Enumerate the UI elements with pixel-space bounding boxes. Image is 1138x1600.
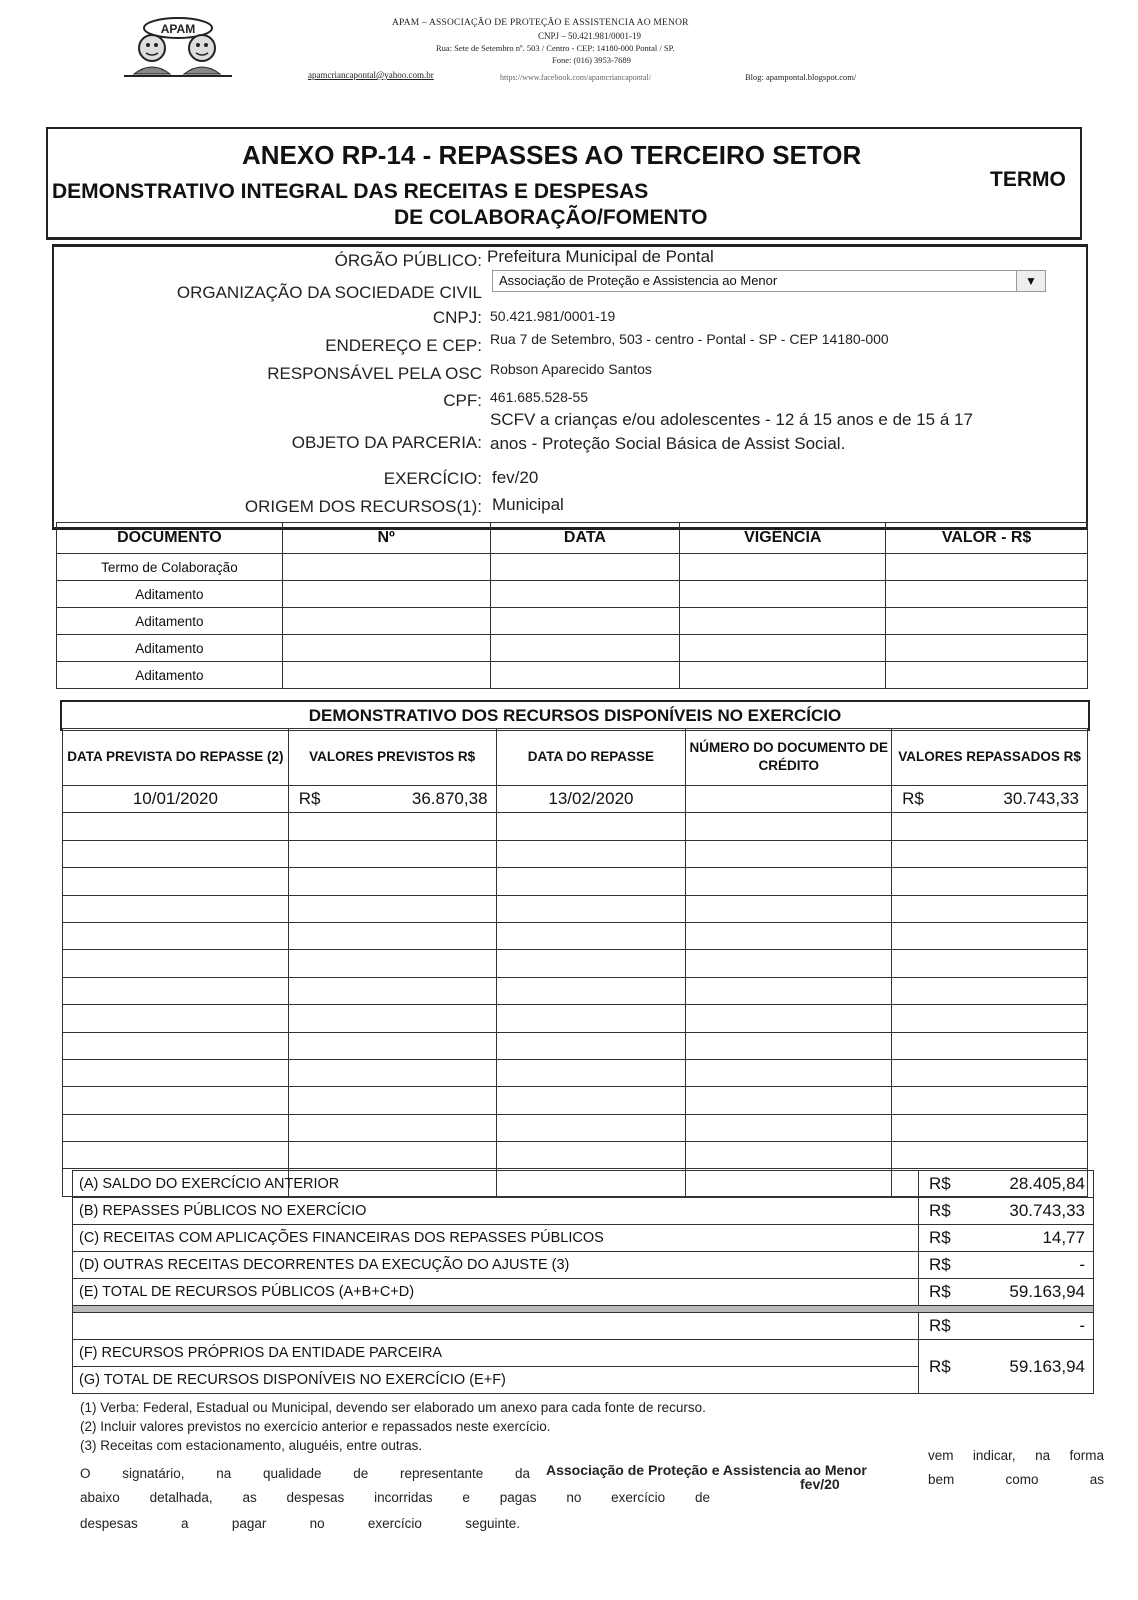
valor-previsto: 36.870,38	[411, 789, 488, 809]
cell	[63, 922, 289, 949]
summary-e-value-cell	[919, 1279, 1094, 1306]
title-sub1: DEMONSTRATIVO INTEGRAL DAS RECEITAS E DESPESAS	[52, 180, 649, 203]
endereco-value: Rua 7 de Setembro, 503 - centro - Pontal - SP - CEP 14180-000	[490, 331, 889, 347]
doc-name: Aditamento	[57, 635, 283, 662]
cell	[686, 950, 892, 977]
cell	[63, 813, 289, 840]
cell	[496, 840, 686, 867]
summary-c-label: (C) RECEITAS COM APLICAÇÕES FINANCEIRAS DOS REPASSES PÚBLICOS	[73, 1225, 919, 1252]
cell	[496, 868, 686, 895]
cnpj-label: CNPJ:	[432, 308, 482, 327]
declaration-line2-start: abaixo detalhada, as despesas incorridas e pagas no exercício de	[80, 1490, 710, 1505]
summary-row-e	[73, 1279, 1094, 1306]
cell	[892, 950, 1088, 977]
summary-b-label: (B) REPASSES PÚBLICOS NO EXERCÍCIO	[73, 1198, 919, 1225]
cell	[288, 1114, 496, 1141]
cell	[288, 840, 496, 867]
cell	[496, 1142, 686, 1169]
declaration-line1-start: O signatário, na qualidade de representante da	[80, 1466, 530, 1481]
endereco-label: ENDEREÇO E CEP:	[325, 336, 482, 355]
cell	[288, 895, 496, 922]
cell	[288, 1087, 496, 1114]
cell	[63, 977, 289, 1004]
cell	[490, 608, 680, 635]
cell	[686, 1005, 892, 1032]
note-2: (2) Incluir valores previstos no exercício anterior e repassados neste exercício.	[80, 1419, 551, 1434]
summary-d-label: (D) OUTRAS RECEITAS DECORRENTES DA EXECUÇÃO DO AJUSTE (3)	[73, 1252, 919, 1279]
cell	[892, 1005, 1088, 1032]
cell	[680, 635, 886, 662]
letterhead-phone: Fone: (016) 3953-7689	[552, 55, 631, 65]
cell	[288, 1142, 496, 1169]
declaration-line1-end: vem indicar, na forma	[928, 1448, 1104, 1463]
repasses-header-row	[63, 729, 1088, 786]
rep-header-valores-repassados: VALORES REPASSADOS R$	[892, 729, 1088, 786]
cell	[680, 554, 886, 581]
currency-label: R$	[902, 789, 924, 809]
data-prevista-cell: 10/01/2020	[63, 786, 289, 813]
cell	[288, 922, 496, 949]
cell	[288, 950, 496, 977]
cell	[892, 922, 1088, 949]
doc-header-data: DATA	[490, 523, 680, 554]
cell	[63, 1059, 289, 1086]
title-sub2: DE COLABORAÇÃO/FOMENTO	[394, 206, 708, 229]
doc-header-valor: VALOR - R$	[886, 523, 1088, 554]
cell	[892, 1059, 1088, 1086]
documents-table	[56, 522, 1088, 689]
logo-text: APAM	[160, 22, 196, 36]
table-row	[57, 581, 1088, 608]
cell	[496, 1114, 686, 1141]
declaration-line3: despesas a pagar no exercício seguinte.	[80, 1516, 520, 1531]
divider	[73, 1306, 1094, 1313]
summary-row-b	[73, 1198, 1094, 1225]
title-main: ANEXO RP-14 - REPASSES AO TERCEIRO SETOR	[242, 140, 862, 170]
documents-header-row	[57, 523, 1088, 554]
cell	[686, 1142, 892, 1169]
table-row	[63, 1059, 1088, 1086]
valor-previsto-cell	[288, 786, 496, 813]
cell	[490, 554, 680, 581]
cell	[686, 1032, 892, 1059]
declaration-line2-end: bem como as	[928, 1472, 1104, 1487]
letterhead-blog: Blog: apampontal.blogspot.com/	[745, 72, 857, 82]
summary-g-value: 59.163,94	[1009, 1356, 1085, 1376]
cell	[496, 895, 686, 922]
cell	[886, 662, 1088, 689]
cell	[490, 581, 680, 608]
cell	[892, 1142, 1088, 1169]
cell	[496, 1087, 686, 1114]
cell	[496, 1032, 686, 1059]
rep-header-valores-previstos: VALORES PREVISTOS R$	[288, 729, 496, 786]
repasses-section-title: DEMONSTRATIVO DOS RECURSOS DISPONÍVEIS NO EXERCÍCIO	[60, 700, 1090, 731]
cell	[490, 662, 680, 689]
orgao-value: Prefeitura Municipal de Pontal	[487, 247, 714, 266]
cell	[496, 977, 686, 1004]
cell	[686, 1059, 892, 1086]
table-row	[63, 1142, 1088, 1169]
cell	[886, 608, 1088, 635]
cell	[680, 581, 886, 608]
cell	[63, 868, 289, 895]
cell	[496, 813, 686, 840]
doc-header-vigencia: VIGÊNCIA	[680, 523, 886, 554]
doc-name: Termo de Colaboração	[57, 554, 283, 581]
objeto-line1: SCFV a crianças e/ou adolescentes - 12 á 15 anos e de 15 á 17	[490, 410, 973, 429]
summary-row-d	[73, 1252, 1094, 1279]
cell	[288, 868, 496, 895]
currency-label: R$	[929, 1201, 951, 1220]
cell	[680, 662, 886, 689]
cell	[63, 840, 289, 867]
cell	[282, 554, 490, 581]
cell	[686, 1087, 892, 1114]
orgao-label: ÓRGÃO PÚBLICO:	[334, 251, 482, 270]
summary-table	[72, 1170, 1094, 1394]
table-row	[63, 1087, 1088, 1114]
cell	[496, 950, 686, 977]
cell	[282, 635, 490, 662]
responsavel-label: RESPONSÁVEL PELA OSC	[267, 364, 482, 383]
note-1: (1) Verba: Federal, Estadual ou Municipal, devendo ser elaborado um anexo para cada fonte de recurso.	[80, 1400, 706, 1415]
summary-g-value-cell	[919, 1340, 1094, 1394]
origem-value: Municipal	[492, 495, 564, 514]
rep-header-data-repasse: DATA DO REPASSE	[496, 729, 686, 786]
cell	[892, 1114, 1088, 1141]
cell	[686, 977, 892, 1004]
table-row	[63, 977, 1088, 1004]
table-row	[57, 554, 1088, 581]
dropdown-arrow-icon[interactable]: ▼	[1016, 271, 1045, 291]
summary-b-value-cell	[919, 1198, 1094, 1225]
note-3: (3) Receitas com estacionamento, aluguéis, entre outras.	[80, 1438, 423, 1453]
cell	[288, 813, 496, 840]
table-row	[63, 840, 1088, 867]
cell	[686, 813, 892, 840]
title-termo: TERMO	[990, 168, 1066, 191]
osc-select-value: Associação de Proteção e Assistencia ao Menor	[499, 273, 778, 288]
summary-a-label: (A) SALDO DO EXERCÍCIO ANTERIOR	[73, 1171, 919, 1198]
letterhead-cnpj: CNPJ – 50.421.981/0001-19	[538, 31, 642, 41]
currency-label: R$	[929, 1356, 951, 1376]
table-row	[63, 895, 1088, 922]
summary-divider-band	[73, 1306, 1094, 1313]
cell	[886, 635, 1088, 662]
summary-a-value: 28.405,84	[1009, 1174, 1085, 1193]
cell	[686, 840, 892, 867]
summary-b-value: 30.743,33	[1009, 1201, 1085, 1220]
cell	[288, 1005, 496, 1032]
currency-label: R$	[929, 1228, 951, 1247]
objeto-line2: anos - Proteção Social Básica de Assist Social.	[490, 434, 846, 453]
cell	[892, 813, 1088, 840]
letterhead-address: Rua: Sete de Setembro nº. 503 / Centro - CEP: 14180-000 Pontal / SP.	[436, 43, 675, 53]
cell	[490, 635, 680, 662]
doc-header-numero: Nº	[282, 523, 490, 554]
cell	[680, 608, 886, 635]
summary-e-value: 59.163,94	[1009, 1282, 1085, 1301]
cell	[63, 1087, 289, 1114]
table-row	[57, 635, 1088, 662]
cell	[496, 1005, 686, 1032]
osc-label: ORGANIZAÇÃO DA SOCIEDADE CIVIL	[176, 283, 482, 302]
summary-e-label: (E) TOTAL DE RECURSOS PÚBLICOS (A+B+C+D)	[73, 1279, 919, 1306]
cell	[63, 1114, 289, 1141]
table-row	[57, 608, 1088, 635]
summary-f-label: (F) RECURSOS PRÓPRIOS DA ENTIDADE PARCEIRA	[73, 1340, 919, 1367]
cell	[892, 1087, 1088, 1114]
cell	[886, 554, 1088, 581]
osc-select[interactable]	[492, 270, 1046, 292]
table-row	[63, 813, 1088, 840]
table-row	[57, 662, 1088, 689]
declaration-entity: Associação de Proteção e Assistencia ao Menor	[546, 1462, 867, 1478]
data-repasse-cell: 13/02/2020	[496, 786, 686, 813]
cell	[63, 1005, 289, 1032]
letterhead-name: APAM – ASSOCIAÇÃO DE PROTEÇÃO E ASSISTENCIA AO MENOR	[392, 18, 689, 28]
summary-row-a	[73, 1171, 1094, 1198]
cpf-label: CPF:	[443, 391, 482, 410]
apam-logo	[122, 16, 234, 78]
currency-label: R$	[929, 1174, 951, 1193]
numero-doc-cell	[686, 786, 892, 813]
cell	[63, 895, 289, 922]
cell	[63, 1032, 289, 1059]
cell	[886, 581, 1088, 608]
table-row	[63, 950, 1088, 977]
doc-name: Aditamento	[57, 662, 283, 689]
summary-row-blank	[73, 1313, 1094, 1340]
summary-d-value-cell	[919, 1252, 1094, 1279]
summary-blank-label	[73, 1313, 919, 1340]
summary-g-label: (G) TOTAL DE RECURSOS DISPONÍVEIS NO EXERCÍCIO (E+F)	[73, 1367, 919, 1394]
cell	[63, 950, 289, 977]
summary-row-f	[73, 1340, 1094, 1367]
cell	[282, 662, 490, 689]
cell	[288, 1059, 496, 1086]
cell	[892, 868, 1088, 895]
table-row	[63, 1005, 1088, 1032]
table-row	[63, 868, 1088, 895]
cell	[288, 1032, 496, 1059]
repasses-table	[62, 728, 1088, 1197]
doc-header-documento: DOCUMENTO	[57, 523, 283, 554]
cell	[892, 977, 1088, 1004]
cell	[686, 895, 892, 922]
cell	[892, 840, 1088, 867]
rep-header-numero-doc: NÚMERO DO DOCUMENTO DE CRÉDITO	[686, 729, 892, 786]
cell	[686, 868, 892, 895]
cell	[282, 581, 490, 608]
declaration-period: fev/20	[800, 1476, 840, 1492]
exercicio-value: fev/20	[492, 468, 539, 487]
origem-label: ORIGEM DOS RECURSOS(1):	[244, 497, 482, 516]
summary-a-value-cell	[919, 1171, 1094, 1198]
exercicio-label: EXERCÍCIO:	[383, 469, 482, 488]
currency-label: R$	[929, 1282, 951, 1301]
cell	[686, 922, 892, 949]
doc-name: Aditamento	[57, 608, 283, 635]
cell	[686, 1114, 892, 1141]
currency-label: R$	[298, 789, 321, 809]
cnpj-value: 50.421.981/0001-19	[490, 308, 616, 324]
cell	[282, 608, 490, 635]
letterhead-email-link[interactable]: apamcriancapontal@yahoo.com.br	[308, 70, 434, 80]
summary-row-c	[73, 1225, 1094, 1252]
objeto-label: OBJETO DA PARCERIA:	[291, 433, 482, 452]
cell	[496, 1059, 686, 1086]
responsavel-value: Robson Aparecido Santos	[490, 361, 652, 377]
valor-repassado: 30.743,33	[1003, 789, 1079, 809]
table-row	[63, 1114, 1088, 1141]
summary-f-value-cell	[919, 1313, 1094, 1340]
table-row	[63, 1032, 1088, 1059]
rep-header-data-prevista: DATA PREVISTA DO REPASSE (2)	[63, 729, 289, 786]
cell	[63, 1142, 289, 1169]
table-row	[63, 922, 1088, 949]
doc-name: Aditamento	[57, 581, 283, 608]
currency-label: R$	[929, 1316, 951, 1335]
valor-repassado-cell	[892, 786, 1088, 813]
table-row	[63, 786, 1088, 813]
cpf-value: 461.685.528-55	[490, 389, 589, 405]
cell	[892, 1032, 1088, 1059]
cell	[288, 977, 496, 1004]
summary-d-value: -	[1079, 1255, 1085, 1274]
cell	[892, 895, 1088, 922]
cell	[496, 922, 686, 949]
currency-label: R$	[929, 1255, 951, 1274]
letterhead-facebook-link[interactable]: https://www.facebook.com/apamcriancapontal/	[500, 73, 651, 82]
summary-c-value-cell	[919, 1225, 1094, 1252]
summary-c-value: 14,77	[1042, 1228, 1085, 1247]
summary-f-value: -	[1079, 1316, 1085, 1335]
